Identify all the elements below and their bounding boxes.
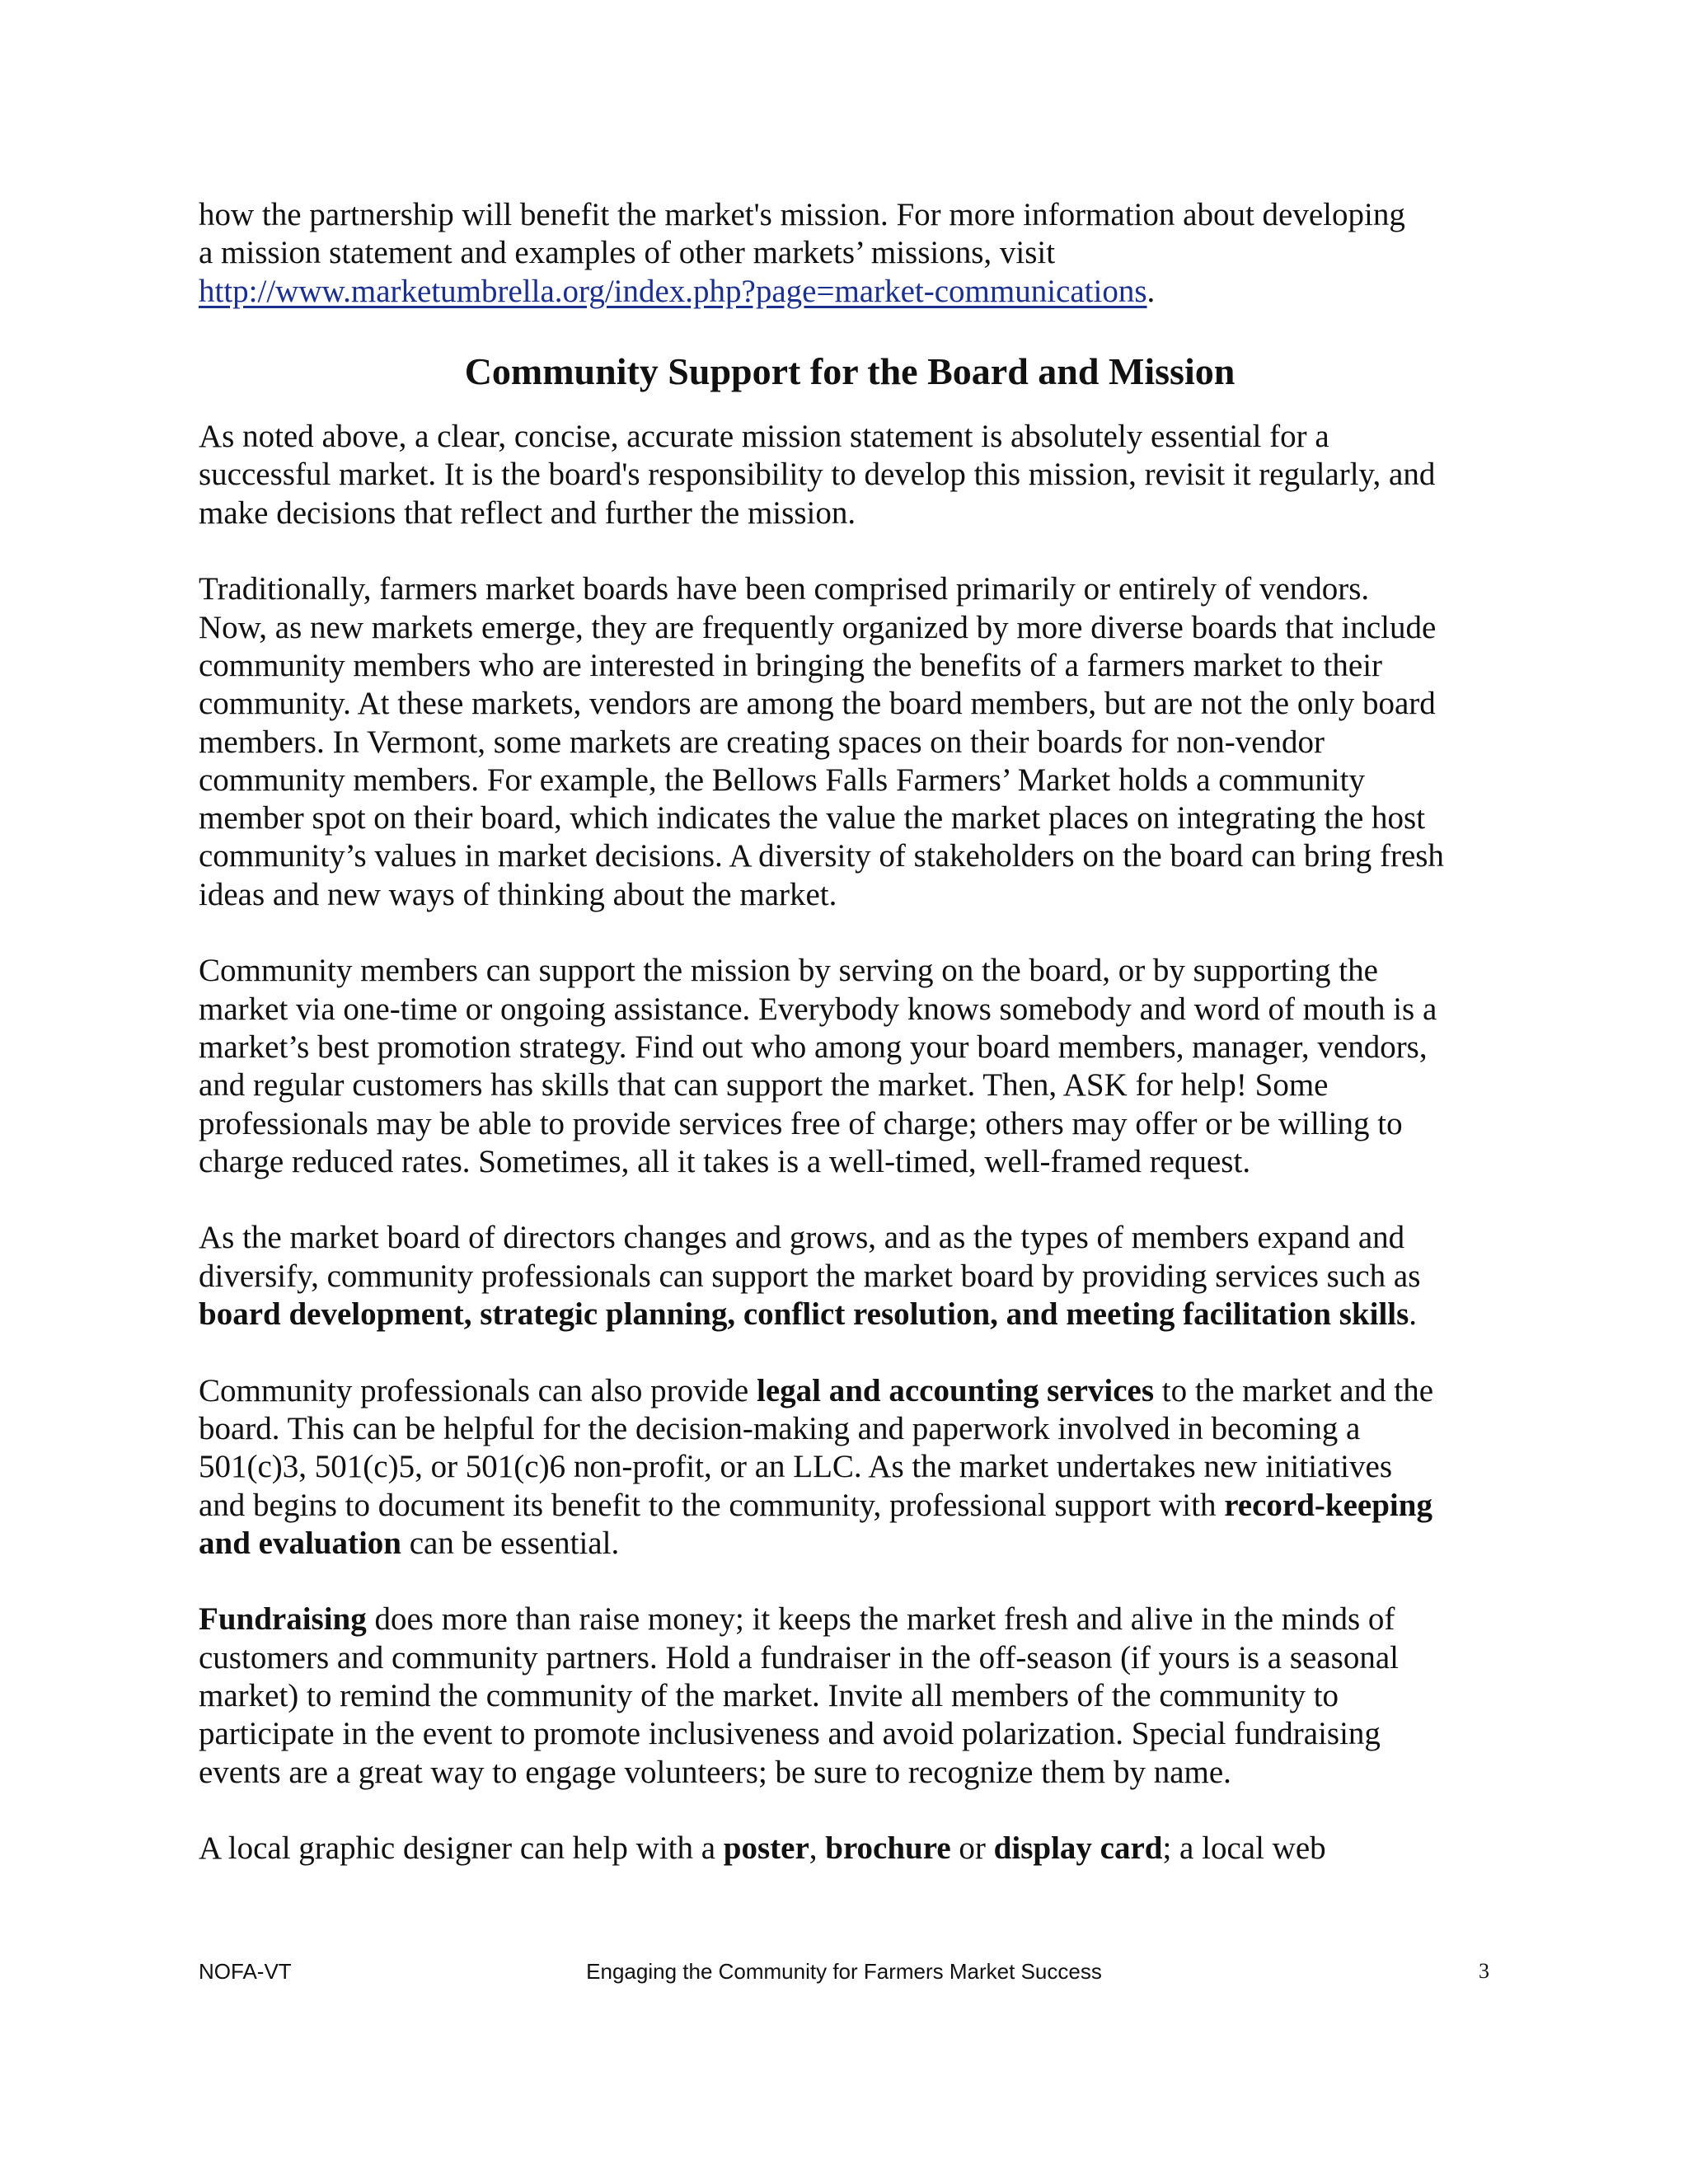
footer-document-title: Engaging the Community for Farmers Market Success (586, 1959, 1102, 1984)
p3-line-3: market’s best promotion strategy. Find out who among your board members, manager, vendors, (199, 1029, 1428, 1065)
p3-line-4: and regular customers has skills that can support the market. Then, ASK for help! Some (199, 1067, 1329, 1104)
paragraph-fundraising (199, 1601, 1501, 1791)
p7-bold-poster: poster (723, 1830, 809, 1867)
p5-bold-legal: legal and accounting services (756, 1372, 1155, 1408)
p1-line-2: successful market. It is the board's responsibility to develop this mission, revisit it regularly, and (199, 457, 1436, 493)
p7-bold-display-card: display card (993, 1830, 1163, 1867)
p4-end: . (1409, 1296, 1418, 1333)
footer-organization: NOFA-VT (199, 1959, 292, 1984)
p2-line-1: Traditionally, farmers market boards have been comprised primarily or entirely of vendors. (199, 571, 1370, 607)
paragraph-legal-accounting (199, 1372, 1501, 1563)
market-communications-link[interactable]: http://www.marketumbrella.org/index.php?page=market-communications (199, 273, 1147, 309)
paragraph-graphic-designer (199, 1830, 1501, 1868)
p2-line-2: Now, as new markets emerge, they are frequently organized by more diverse boards that include (199, 609, 1437, 645)
p6-bold-fundraising: Fundraising (199, 1601, 367, 1638)
paragraph-mission (199, 418, 1501, 532)
p5-bold-record-keeping: record-keeping (1224, 1487, 1432, 1523)
p2-line-9: ideas and new ways of thinking about the market. (199, 876, 837, 912)
page-footer (199, 1957, 1489, 1986)
p5-bold-evaluation: and evaluation (199, 1525, 401, 1561)
p6-line-5: events are a great way to engage volunteers; be sure to recognize them by name. (199, 1754, 1231, 1790)
p2-line-6: community members. For example, the Bellows Falls Farmers’ Market holds a community (199, 762, 1365, 798)
section-heading: Community Support for the Board and Mission (464, 350, 1236, 393)
p6-line-4: participate in the event to promote inclusiveness and avoid polarization. Special fundraising (199, 1716, 1381, 1752)
p2-line-8: community’s values in market decisions. A diversity of stakeholders on the board can bring fresh (199, 838, 1444, 874)
p2-line-7: member spot on their board, which indicates the value the market places on integrating the host (199, 800, 1426, 837)
p3-line-2: market via one-time or ongoing assistance. Everybody knows somebody and word of mouth is a (199, 991, 1437, 1027)
paragraph-community-members (199, 952, 1501, 1181)
footer-page-number: 3 (1479, 1959, 1489, 1983)
paragraph-board-development (199, 1219, 1501, 1333)
p5-line-3: 501(c)3, 501(c)5, or 501(c)6 non-profit, or an LLC. As the market undertakes new initiatives (199, 1449, 1393, 1485)
p7-bold-brochure: brochure (825, 1830, 951, 1867)
p5-end: can be essential. (401, 1525, 620, 1561)
intro-paragraph (199, 196, 1501, 311)
p5-line-1c: to the market and the (1154, 1372, 1434, 1408)
p1-line-3: make decisions that reflect and further the mission. (199, 494, 856, 531)
p4-line-1: As the market board of directors changes and grows, and as the types of members expand and (199, 1220, 1405, 1256)
p4-bold-services: board development, strategic planning, conflict resolution, and meeting facilitation skills (199, 1296, 1409, 1333)
intro-end: . (1146, 273, 1156, 309)
p2-line-3: community members who are interested in bringing the benefits of a farmers market to their (199, 647, 1383, 683)
p1-line-1: As noted above, a clear, concise, accurate mission statement is absolutely essential for a (199, 419, 1329, 455)
p3-line-1: Community members can support the mission by serving on the board, or by supporting the (199, 953, 1378, 989)
p7-text-c2: or (950, 1830, 994, 1867)
p2-line-4: community. At these markets, vendors are among the board members, but are not the only board (199, 686, 1436, 722)
intro-line-1: how the partnership will benefit the market's mission. For more information about developing (199, 197, 1405, 232)
p2-line-5: members. In Vermont, some markets are creating spaces on their boards for non-vendor (199, 724, 1325, 760)
p6-line-3: market) to remind the community of the market. Invite all members of the community to (199, 1677, 1339, 1713)
page-body (199, 196, 1501, 1906)
p3-line-5: professionals may be able to provide services free of charge; others may offer or be willing to (199, 1105, 1403, 1141)
intro-line-2: a mission statement and examples of other markets’ missions, visit (199, 235, 1056, 271)
p7-text-c3: ; a local web (1162, 1830, 1326, 1867)
p3-line-6: charge reduced rates. Sometimes, all it takes is a well-timed, well-framed request. (199, 1143, 1251, 1179)
p4-line-2: diversify, community professionals can support the market board by providing services such as (199, 1258, 1421, 1294)
p6-line-2: customers and community partners. Hold a fundraiser in the off-season (if yours is a seasonal (199, 1639, 1399, 1675)
p5-line-1a: Community professionals can also provide (199, 1372, 757, 1408)
p7-text-c1: , (809, 1830, 826, 1867)
p7-text-a: A local graphic designer can help with a (199, 1830, 724, 1867)
p6-line-1: does more than raise money; it keeps the market fresh and alive in the minds of (366, 1601, 1395, 1638)
p5-line-2: board. This can be helpful for the decision-making and paperwork involved in becoming a (199, 1410, 1361, 1446)
p5-line-4: and begins to document its benefit to the community, professional support with (199, 1487, 1225, 1523)
paragraph-boards (199, 570, 1501, 914)
